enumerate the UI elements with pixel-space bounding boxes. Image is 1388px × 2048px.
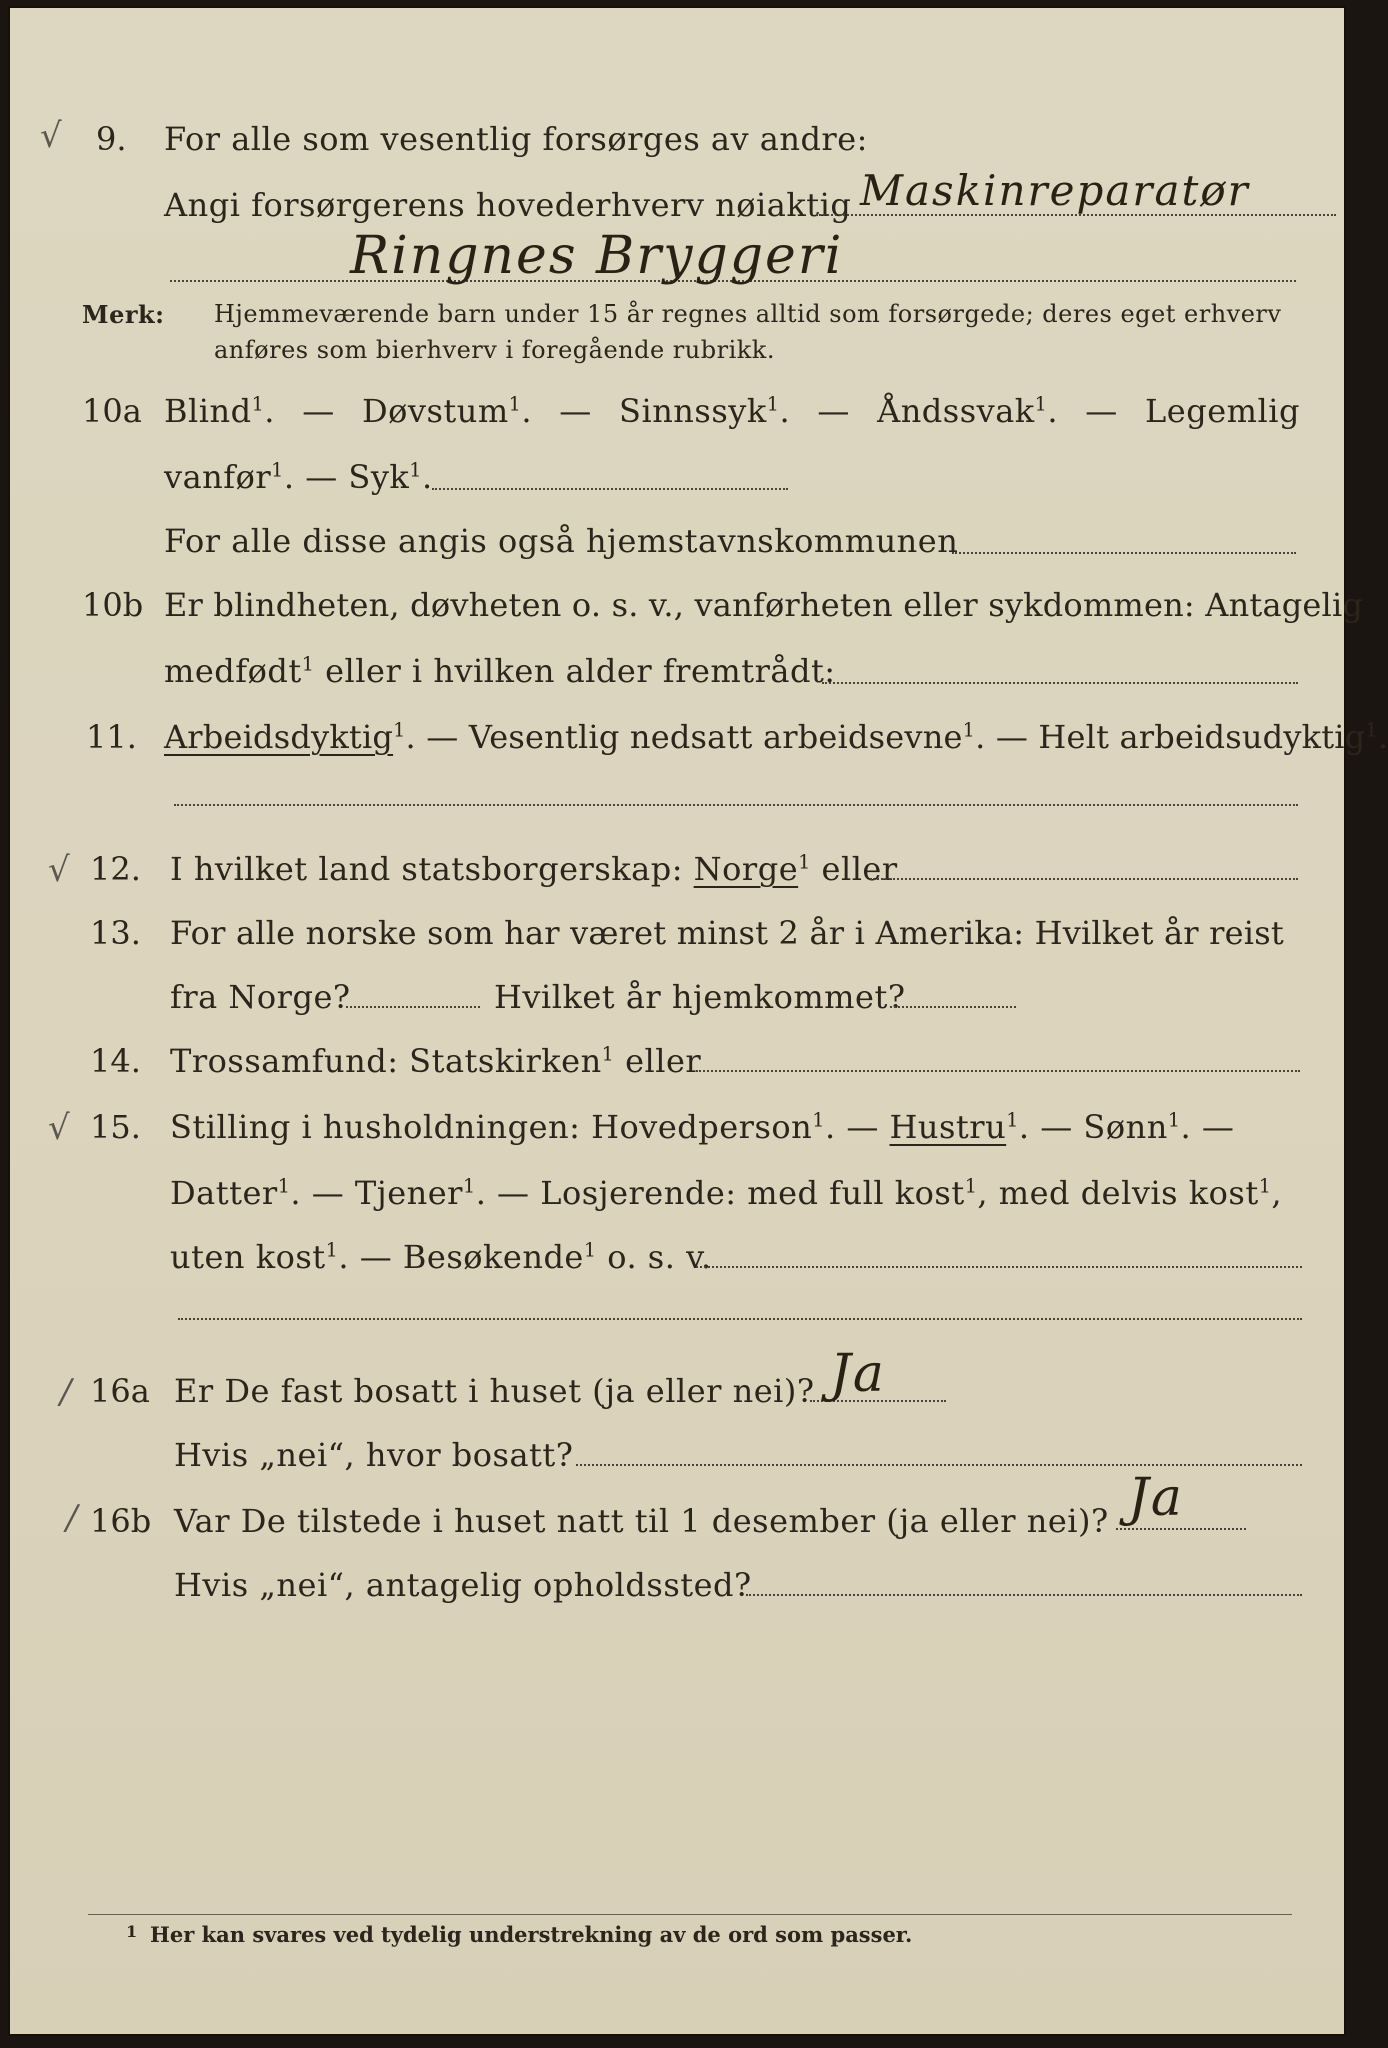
q10a-opt-dovstum: Døvstum$^1$. [361, 392, 533, 430]
q12-number: 12. [90, 850, 141, 888]
q13-line2b: Hvilket år hjemkommet? [494, 978, 906, 1016]
footnote-mark: 1 [126, 1922, 138, 1941]
q10a-opt-sinnssyk: Sinnssyk$^1$. [619, 392, 791, 430]
q15-opt-hustru-underlined: Hustru [889, 1108, 1007, 1146]
q11-opt-arbeidsdyktig-underlined: Arbeidsdyktig [164, 718, 394, 756]
q11-line: Arbeidsdyktig$^1$. — Vesentlig nedsatt arbeidsevne$^1$. — Helt arbeidsudyktig$^1$. [164, 718, 1388, 756]
q11-number: 11. [86, 718, 137, 756]
q16b-handwritten-answer: Ja [1128, 1468, 1184, 1528]
q15-answer-line [696, 1266, 1302, 1268]
merk-label: Merk: [82, 300, 165, 329]
dash: — [1085, 392, 1118, 430]
check-mark: √ [48, 1108, 70, 1148]
check-mark: / [60, 1372, 72, 1412]
q10a-opt-legemlig: Legemlig [1145, 392, 1300, 430]
q13-line2a: fra Norge? [170, 978, 351, 1016]
q14-answer-line [696, 1070, 1300, 1072]
q12-line: I hvilket land statsborgerskap: Norge$^1$ eller [170, 850, 898, 888]
q15-line2: Datter$^1$. — Tjener$^1$. — Losjerende: med full kost$^1$, med delvis kost$^1$, [170, 1174, 1283, 1212]
q9-handwritten-occupation: Maskinreparatør [860, 166, 1250, 215]
q14-line: Trossamfund: Statskirken$^1$ eller [170, 1042, 702, 1080]
q16b-number: 16b [90, 1502, 152, 1540]
q15-number: 15. [90, 1108, 141, 1146]
q10a-syk-line [432, 488, 788, 490]
q10a-hjemstavn-line [952, 552, 1296, 554]
q12-opt-norge-underlined: Norge [693, 850, 799, 888]
q10a-opt-blind: Blind$^1$. [164, 392, 275, 430]
q13-reist-line [346, 1006, 480, 1008]
footnote-divider [88, 1914, 1292, 1915]
q16a-line1: Er De fast bosatt i huset (ja eller nei)? [174, 1372, 815, 1410]
q16a-bosatt-line [576, 1464, 1302, 1466]
dash: — [302, 392, 335, 430]
q16b-opholdssted-line [746, 1594, 1302, 1596]
q16a-line2: Hvis „nei“, hvor bosatt? [174, 1436, 574, 1474]
q15-line-extra [178, 1318, 1302, 1320]
q13-hjemkommet-line [890, 1006, 1016, 1008]
check-mark: √ [48, 850, 70, 890]
q10a-line2: vanfør$^1$. — Syk$^1$. [164, 458, 433, 496]
dash: — [559, 392, 592, 430]
q10b-answer-line [822, 682, 1298, 684]
check-mark: √ [40, 116, 62, 156]
dash: — [817, 392, 850, 430]
q11-line-extra [174, 804, 1298, 806]
q10a-line1 [164, 392, 1300, 430]
q10b-line1: Er blindheten, døvheten o. s. v., vanførheten eller sykdommen: Antagelig [164, 586, 1364, 624]
q15-line3: uten kost$^1$. — Besøkende$^1$ o. s. v. [170, 1238, 712, 1276]
check-mark: / [66, 1498, 78, 1538]
q15-line1: Stilling i husholdningen: Hovedperson$^1$. — Hustru$^1$. — Sønn$^1$. — [170, 1108, 1235, 1146]
q12-answer-line [870, 878, 1298, 880]
q13-number: 13. [90, 914, 141, 952]
q13-line1: For alle norske som har været minst 2 år i Amerika: Hvilket år reist [170, 914, 1284, 952]
q10a-number: 10a [82, 392, 142, 430]
q10a-opt-andssvak: Åndssvak$^1$. [877, 392, 1059, 430]
q16b-line1: Var De tilstede i huset natt til 1 desember (ja eller nei)? [174, 1502, 1109, 1540]
q16b-answer-line [1116, 1528, 1246, 1530]
footnote-text: Her kan svares ved tydelig understrekning av de ord som passer. [150, 1922, 913, 1947]
q9-number: 9. [96, 120, 127, 158]
merk-line2: anføres som bierhverv i foregående rubrikk. [214, 336, 775, 364]
q14-number: 14. [90, 1042, 141, 1080]
q9-line1: For alle som vesentlig forsørges av andre: [164, 120, 868, 158]
q9-handwritten-employer: Ringnes Bryggeri [350, 226, 844, 286]
q10b-number: 10b [82, 586, 144, 624]
census-form-page [8, 6, 1388, 2036]
q10a-line3: For alle disse angis også hjemstavnskommunen [164, 522, 959, 560]
q9-line2: Angi forsørgerens hovederhverv nøiaktig [164, 186, 852, 224]
q10b-line2: medfødt$^1$ eller i hvilken alder fremtrådt: [164, 652, 836, 690]
merk-line1: Hjemmeværende barn under 15 år regnes alltid som forsørgede; deres eget erhverv [214, 300, 1282, 328]
q16b-line2: Hvis „nei“, antagelig opholdssted? [174, 1566, 752, 1604]
q16a-handwritten-answer: Ja [830, 1344, 886, 1404]
q16a-number: 16a [90, 1372, 150, 1410]
